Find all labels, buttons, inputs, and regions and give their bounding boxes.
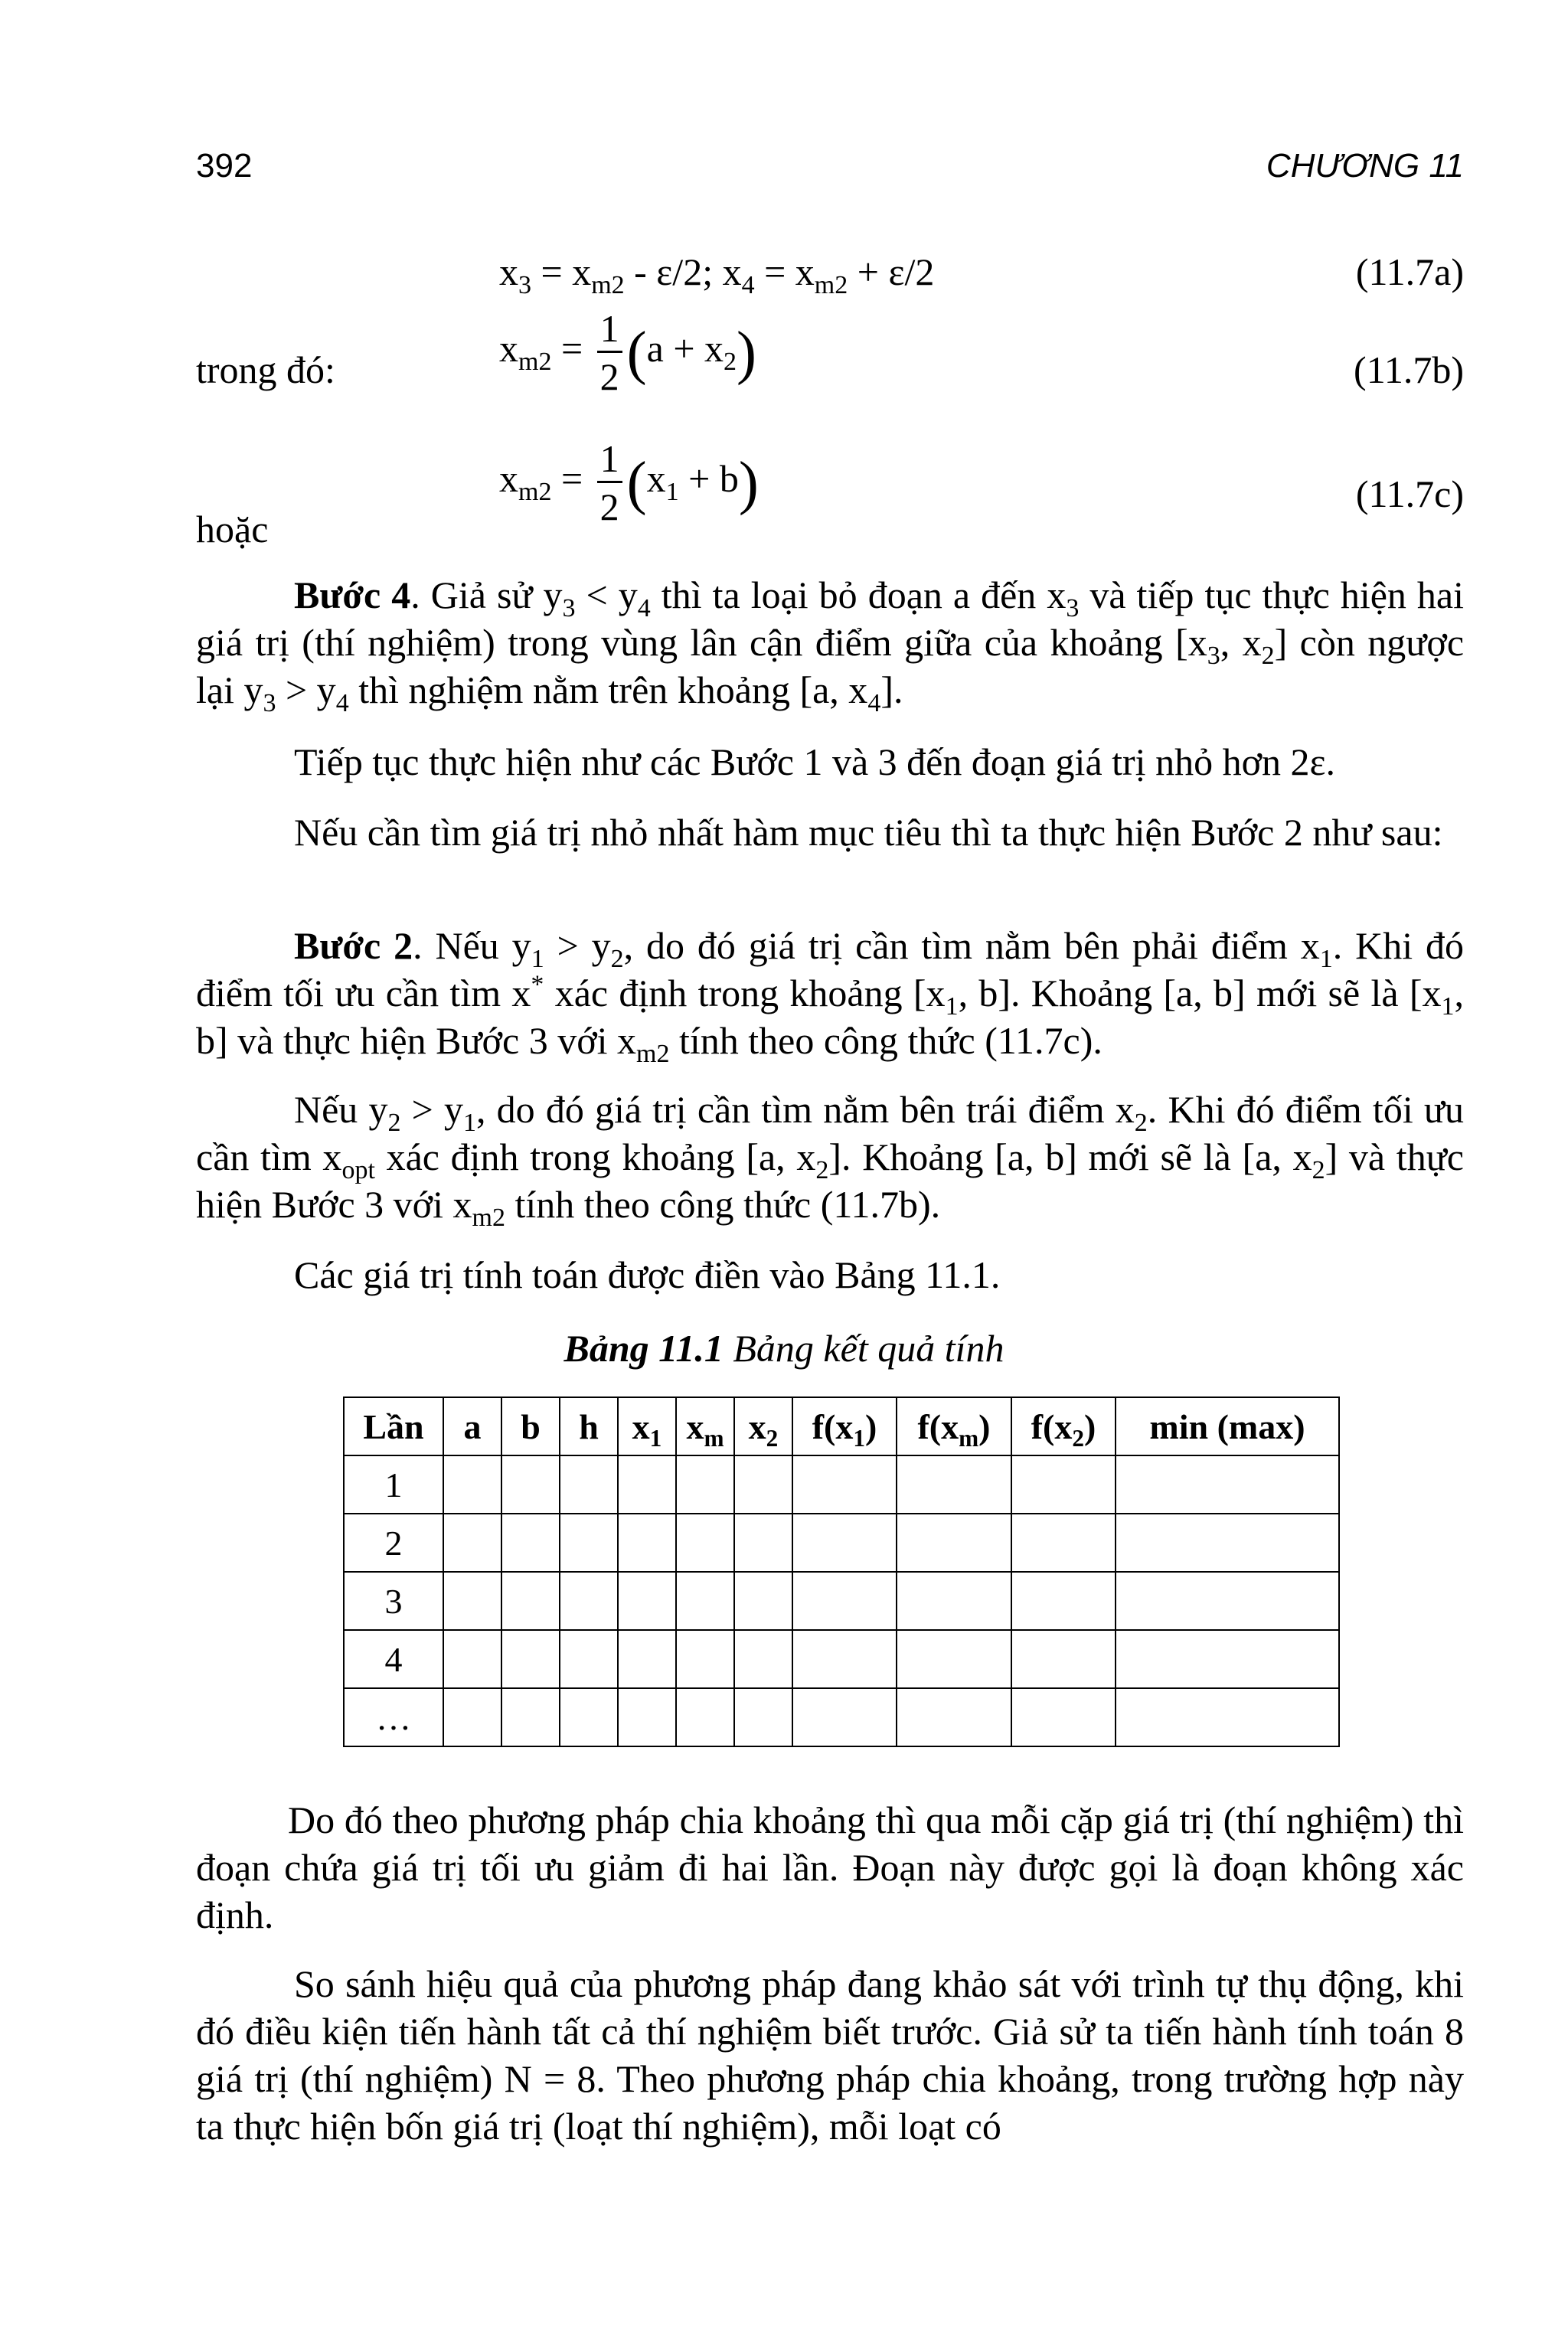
table-cell [1011,1572,1116,1630]
paragraph-buoc-2: Bước 2. Nếu $y_1 > y_2$, do đó giá trị cần tìm nằm bên phải điểm $x_1$. Khi đó điểm tối ưu cần tìm x* xác định trong khoảng [$x_1$, b]. Khoảng [a, b] mới sẽ là [$x_1$, b] và thực hiện Bước 3 với $x_{m2}$ tính theo công thức (11.7c). [196,924,1465,1068]
equation-lead-trong-do: trong đó: [196,348,335,391]
table-caption [0,1326,1568,1370]
col-header-lan: Lần [344,1397,443,1455]
table-cell [734,1572,792,1630]
col-header-b: b [501,1397,560,1455]
table-cell [443,1572,501,1630]
table-cell [792,1688,897,1746]
col-header-x2: $x_2$ [734,1397,792,1455]
table-cell [443,1514,501,1572]
table-cell [1116,1572,1339,1630]
chapter-title: CHƯƠNG 11 [1266,147,1464,185]
paragraph-buoc-4: Bước 4. Giả sử $y_3 < y_4$ thì ta loại bỏ đoạn a đến $x_3$ và tiếp tục thực hiện hai giá trị (thí nghiệm) trong vùng lân cận điểm giữa của khoảng [$x_3$, $x_2$] còn ngược lại $y_3 > y_4$ thì nghiệm nằm trên khoảng [a, $x_4$]. [196,573,1465,717]
results-table [343,1396,1340,1747]
paragraph-cac-gia-tri: Các giá trị tính toán được điền vào Bảng 11.1. [294,1253,1001,1296]
table-caption-label: Bảng 11.1 [564,1327,724,1370]
paragraph-tiep-tuc: Tiếp tục thực hiện như các Bước 1 và 3 đến đoạn giá trị nhỏ hơn 2ε. [294,740,1336,783]
table-cell [1011,1455,1116,1514]
table-cell [676,1572,734,1630]
table-cell [734,1514,792,1572]
table-cell [676,1688,734,1746]
table-cell [560,1572,618,1630]
table-cell [1116,1514,1339,1572]
table-cell [897,1572,1011,1630]
equation-number-11-7c: (11.7c) [1355,472,1464,515]
col-header-f-xm: $f(x_m)$ [897,1397,1011,1455]
table-cell [501,1688,560,1746]
paragraph-so-sanh: So sánh hiệu quả của phương pháp đang khảo sát với trình tự thụ động, khi đó điều kiện tiến hành tất cả thí nghiệm biết trước. Giả sử ta tiến hành tính toán 8 giá trị (thí nghiệm) N = 8. Theo phương pháp chia khoảng, trong trường hợp này ta thực hiện bốn giá trị (loạt thí nghiệm), mỗi loạt có [196,1962,1464,2148]
table-cell [792,1514,897,1572]
table-cell [792,1572,897,1630]
table-cell [618,1572,676,1630]
table-cell [676,1455,734,1514]
table-row [344,1572,1339,1630]
table-body [344,1455,1339,1746]
table-cell [618,1630,676,1688]
table-cell [676,1514,734,1572]
table-cell [734,1688,792,1746]
col-header-f-x1: $f(x_1)$ [792,1397,897,1455]
step-2-label: Bước 2 [294,924,413,967]
table-caption-text: Bảng kết quả tính [723,1327,1004,1370]
equation-lead-hoac: hoặc [196,508,269,550]
table-cell [618,1688,676,1746]
col-header-xm: $x_m$ [676,1397,734,1455]
table-cell [897,1688,1011,1746]
table-cell [560,1630,618,1688]
table-cell [734,1630,792,1688]
table-cell [1116,1630,1339,1688]
table-cell [1116,1688,1339,1746]
table-row [344,1455,1339,1514]
table-cell [443,1688,501,1746]
equation-number-11-7a: (11.7a) [1355,250,1464,293]
equation-number-11-7b: (11.7b) [1354,348,1464,391]
table-cell [501,1455,560,1514]
table-cell [618,1514,676,1572]
row-index-cell: 3 [344,1572,443,1630]
table-cell [897,1630,1011,1688]
col-header-f-x2: $f(x_2)$ [1011,1397,1116,1455]
table-row [344,1630,1339,1688]
table-cell [618,1455,676,1514]
paragraph-do-do: Do đó theo phương pháp chia khoảng thì qua mỗi cặp giá trị (thí nghiệm) thì đoạn chứa giá trị tối ưu giảm đi hai lần. Đoạn này được gọi là đoạn không xác định. [196,1798,1464,1936]
table-header-row [344,1397,1339,1455]
col-header-x1: $x_1$ [618,1397,676,1455]
equation-11-7b: $x_{m2}$ = $\frac{1}{2}$ $(a + x_2)$ [499,307,757,398]
table-cell [560,1688,618,1746]
table-cell [792,1455,897,1514]
table-cell [1116,1455,1339,1514]
table-cell [734,1455,792,1514]
step-4-label: Bước 4 [294,573,411,616]
table-cell [1011,1630,1116,1688]
paragraph-neu-y2: Nếu $y_2 > y_1$, do đó giá trị cần tìm nằm bên trái điểm $x_2$. Khi đó điểm tối ưu cần tìm $x_{opt}$ xác định trong khoảng [a, $x_2$]. Khoảng [a, b] mới sẽ là [a, $x_2$] và thực hiện Bước 3 với $x_{m2}$ tính theo công thức (11.7b). [196,1088,1464,1232]
col-header-h: h [560,1397,618,1455]
row-index-cell: … [344,1688,443,1746]
table-cell [897,1455,1011,1514]
table-cell [443,1455,501,1514]
col-header-a: a [443,1397,501,1455]
table-cell [792,1630,897,1688]
table-cell [897,1514,1011,1572]
row-index-cell: 2 [344,1514,443,1572]
page-number: 392 [196,147,253,185]
table-cell [560,1455,618,1514]
table-cell [501,1514,560,1572]
table-cell [1011,1514,1116,1572]
row-index-cell: 1 [344,1455,443,1514]
row-index-cell: 4 [344,1630,443,1688]
table-cell [560,1514,618,1572]
table-row [344,1688,1339,1746]
table-cell [676,1630,734,1688]
equation-11-7a: $x_3 = x_{m2} - \varepsilon/2$; $x_4 = x_{m2} + \varepsilon/2$ [499,250,935,299]
table-cell [501,1630,560,1688]
table-cell [443,1630,501,1688]
table-cell [501,1572,560,1630]
table-cell [1011,1688,1116,1746]
col-header-min-max: min (max) [1116,1397,1339,1455]
paragraph-neu-can-tim: Nếu cần tìm giá trị nhỏ nhất hàm mục tiêu thì ta thực hiện Bước 2 như sau: [294,811,1443,854]
equation-11-7c: $x_{m2}$ = $\frac{1}{2}$ $(x_1 + b)$ [499,437,759,528]
table-row [344,1514,1339,1572]
